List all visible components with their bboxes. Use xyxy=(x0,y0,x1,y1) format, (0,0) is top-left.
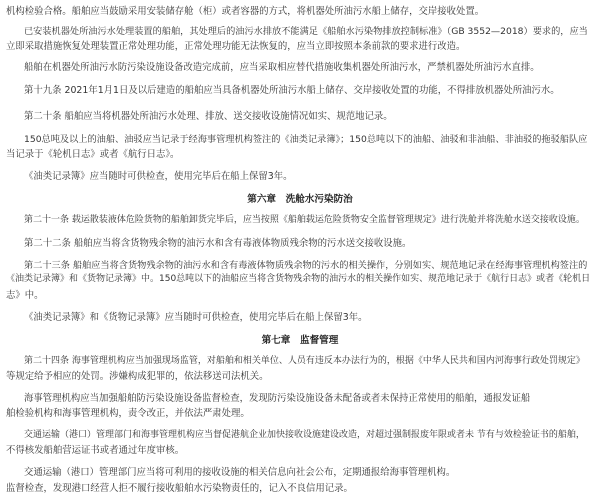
paragraph-line: 等规定给予相应的处罚。涉嫌构成犯罪的，依法移送司法机关。 xyxy=(6,371,269,382)
paragraph-line: 监督检查，发现港口经营人拒不履行接收船舶水污染物责任的，记入不良信用记录。 xyxy=(6,483,353,494)
paragraph-line: 第二十条 船舶应当将机器处所油污水处理、排放、送交接收设施情况如实、规范地记录。 xyxy=(24,111,393,122)
paragraph-line: 志》中。 xyxy=(6,290,44,301)
paragraph-line: 第十九条 2021年1月1日及以后建造的船舶应当具备机器处所油污水船上储存、交岸接收处置的功能，不得排放机器处所油污水。 xyxy=(24,85,560,96)
paragraph-line: 立即采取措施恢复处理装置正常处理功能，正常处理功能无法恢复的，应当立即按照本条前款的要求进行改造。 xyxy=(6,41,466,52)
paragraph-line: 《油类记录簿》和《货物记录簿》应当随时可供检查，使用完毕后在船上保留3年。 xyxy=(24,312,368,323)
paragraph-line: 当记录于《轮机日志》或者《航行日志》。 xyxy=(6,149,180,160)
paragraph-line: 海事管理机构应当加强船舶防污染设施设备监督检查，发现防污染设施设备未配备或者未保持正常使用的船舶，通报发证船 xyxy=(24,393,531,404)
paragraph-line: 不得核发船舶营运证书或者通过年度审核。 xyxy=(6,445,185,456)
paragraph-line: 已安装机器处所油污水处理装置的船舶，其处理后的油污水排放不能满足《船舶水污染物排放控制标准》（GB 3552—2018）要求的，应当 xyxy=(24,26,588,37)
chapter-heading: 第六章 洗舱水污染防治 xyxy=(247,194,353,205)
paragraph-line: 舶检验机构和海事管理机构，责令改正，并依法严肃处理。 xyxy=(6,408,250,419)
paragraph-line: 交通运输（港口）管理部门应当将可利用的接收设施的相关信息向社会公布，定期通报给海事管理机构。 xyxy=(24,467,456,478)
paragraph-line: 第二十四条 海事管理机构应当加强现场监管，对船舶和相关单位、人员有违反本办法行为的，根据《中华人民共和国内河海事行政处罚规定》 xyxy=(24,356,585,366)
paragraph-line: 船舶在机器处所油污水防污染设施设备改造完成前，应当采取相应替代措施收集机器处所油污水，严禁机器处所油污水直排。 xyxy=(24,62,540,73)
chapter-heading: 第七章 监督管理 xyxy=(261,335,339,346)
paragraph-line: 机构检验合格。船舶应当鼓励采用安装储存舱（柜）或者容器的方式，将机器处所油污水船上储存，交岸接收处置。 xyxy=(6,6,485,17)
paragraph-line: 第二十一条 载运散装液体危险货物的船舶卸货完毕后，应当按照《船舶载运危险货物安全监督管理规定》进行洗舱并将洗舱水送交接收设施。 xyxy=(24,215,585,225)
paragraph-line: 第二十二条 船舶应当将含货物残余物的油污水和含有毒液体物质残余物的污水送交接收设施。 xyxy=(24,238,412,249)
paragraph-line: 第二十三条 船舶应当将含货物残余物的油污水和含有毒液体物质残余物的污水的相关操作，分别如实、规范地记录在经海事管理机构签注的 xyxy=(24,260,588,271)
paragraph-line: 《油类记录簿》和《货物记录簿》中。150总吨以下的油船应当将含货物残余物的油污水的相关操作如实、规范地记录于《航行日志》或者《轮机日 xyxy=(6,274,591,284)
paragraph-line: 150总吨及以上的油船、油驳应当记录于经海事管理机构签注的《油类记录簿》；150总吨以下的油船、油驳和非油船、非油驳的拖驳船队应 xyxy=(24,134,588,145)
paragraph-line: 《油类记录簿》应当随时可供检查，使用完毕后在船上保留3年。 xyxy=(24,171,293,182)
paragraph-line: 交通运输（港口）管理部门和海事管理机构应当督促港航企业加快接收设施建设改造，对超过强制报废年限或者未 节有与效检验证书的船舶， xyxy=(24,430,585,440)
